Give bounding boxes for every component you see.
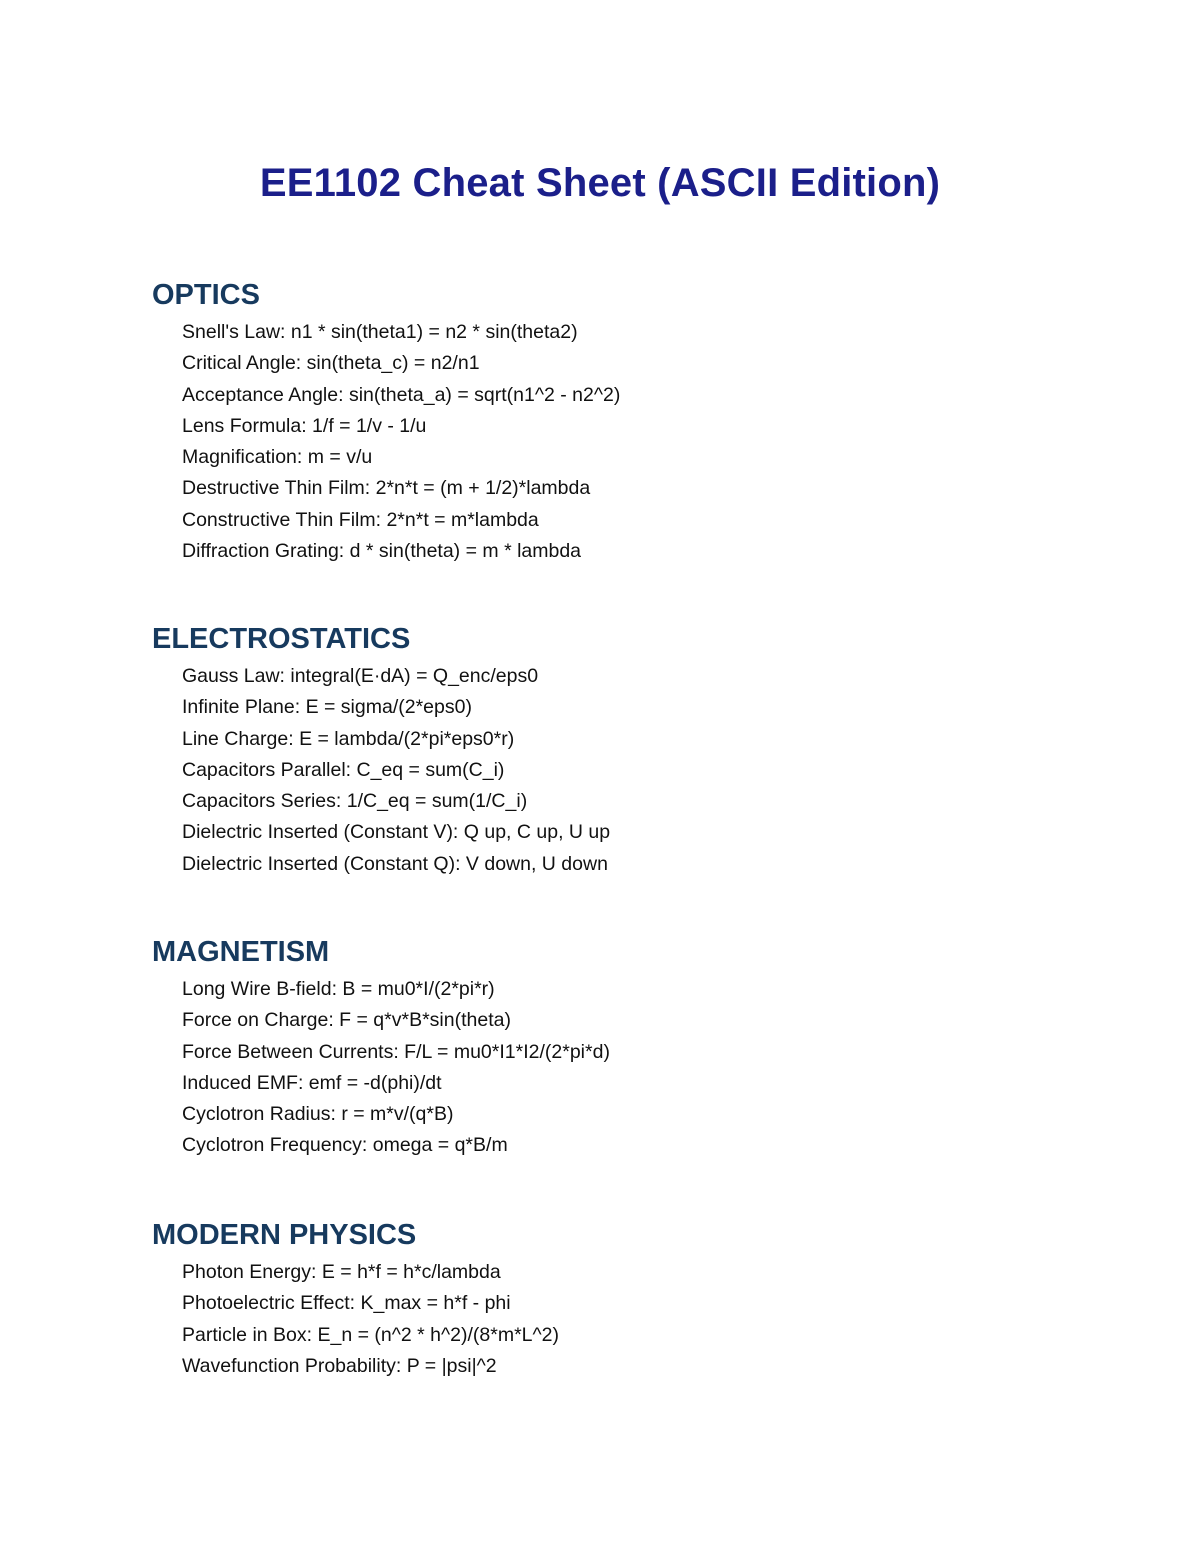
formula-list bbox=[152, 974, 1052, 1162]
formula-item: Dielectric Inserted (Constant V): Q up, C up, U up bbox=[182, 821, 611, 844]
formula-item: Induced EMF: emf = -d(phi)/dt bbox=[182, 1071, 442, 1094]
formula-item: Cyclotron Radius: r = m*v/(q*B) bbox=[182, 1103, 454, 1126]
formula-item: Capacitors Series: 1/C_eq = sum(1/C_i) bbox=[182, 790, 528, 813]
formula-item: Destructive Thin Film: 2*n*t = (m + 1/2)*lambda bbox=[182, 477, 591, 500]
formula-item: Constructive Thin Film: 2*n*t = m*lambda bbox=[182, 508, 539, 531]
formula-item: Particle in Box: E_n = (n^2 * h^2)/(8*m*L^2) bbox=[182, 1323, 559, 1346]
formula-item: Force on Charge: F = q*v*B*sin(theta) bbox=[182, 1009, 511, 1032]
section-magnetism bbox=[152, 934, 1052, 1162]
section-heading: MAGNETISM bbox=[152, 936, 330, 968]
formula-item: Infinite Plane: E = sigma/(2*eps0) bbox=[182, 696, 472, 719]
formula-item: Magnification: m = v/u bbox=[182, 446, 373, 469]
formula-item: Wavefunction Probability: P = |psi|^2 bbox=[182, 1354, 497, 1377]
formula-item: Dielectric Inserted (Constant Q): V down, U down bbox=[182, 852, 608, 875]
formula-item: Photoelectric Effect: K_max = h*f - phi bbox=[182, 1292, 511, 1315]
formula-item: Cyclotron Frequency: omega = q*B/m bbox=[182, 1134, 508, 1157]
formula-list bbox=[152, 1257, 1052, 1382]
formula-item: Diffraction Grating: d * sin(theta) = m * lambda bbox=[182, 540, 582, 563]
formula-item: Capacitors Parallel: C_eq = sum(C_i) bbox=[182, 758, 505, 781]
formula-item: Long Wire B-field: B = mu0*I/(2*pi*r) bbox=[182, 978, 495, 1000]
section-optics bbox=[152, 277, 1052, 567]
formula-item: Critical Angle: sin(theta_c) = n2/n1 bbox=[182, 352, 480, 375]
formula-item: Force Between Currents: F/L = mu0*I1*I2/(2*pi*d) bbox=[182, 1040, 610, 1063]
formula-item: Acceptance Angle: sin(theta_a) = sqrt(n1^2 - n2^2) bbox=[182, 383, 621, 406]
section-modern-physics bbox=[152, 1217, 1052, 1382]
formula-list bbox=[152, 317, 1052, 567]
section-heading: MODERN PHYSICS bbox=[152, 1219, 417, 1251]
section-electrostatics bbox=[152, 621, 1052, 880]
document-title: EE1102 Cheat Sheet (ASCII Edition) bbox=[259, 161, 941, 205]
section-heading: ELECTROSTATICS bbox=[152, 623, 411, 655]
formula-item: Photon Energy: E = h*f = h*c/lambda bbox=[182, 1261, 501, 1283]
formula-item: Gauss Law: integral(E·dA) = Q_enc/eps0 bbox=[182, 665, 539, 687]
formula-item: Snell's Law: n1 * sin(theta1) = n2 * sin(theta2) bbox=[182, 321, 578, 343]
formula-item: Line Charge: E = lambda/(2*pi*eps0*r) bbox=[182, 727, 515, 750]
formula-item: Lens Formula: 1/f = 1/v - 1/u bbox=[182, 414, 427, 437]
formula-list bbox=[152, 661, 1052, 880]
section-heading: OPTICS bbox=[152, 279, 260, 311]
